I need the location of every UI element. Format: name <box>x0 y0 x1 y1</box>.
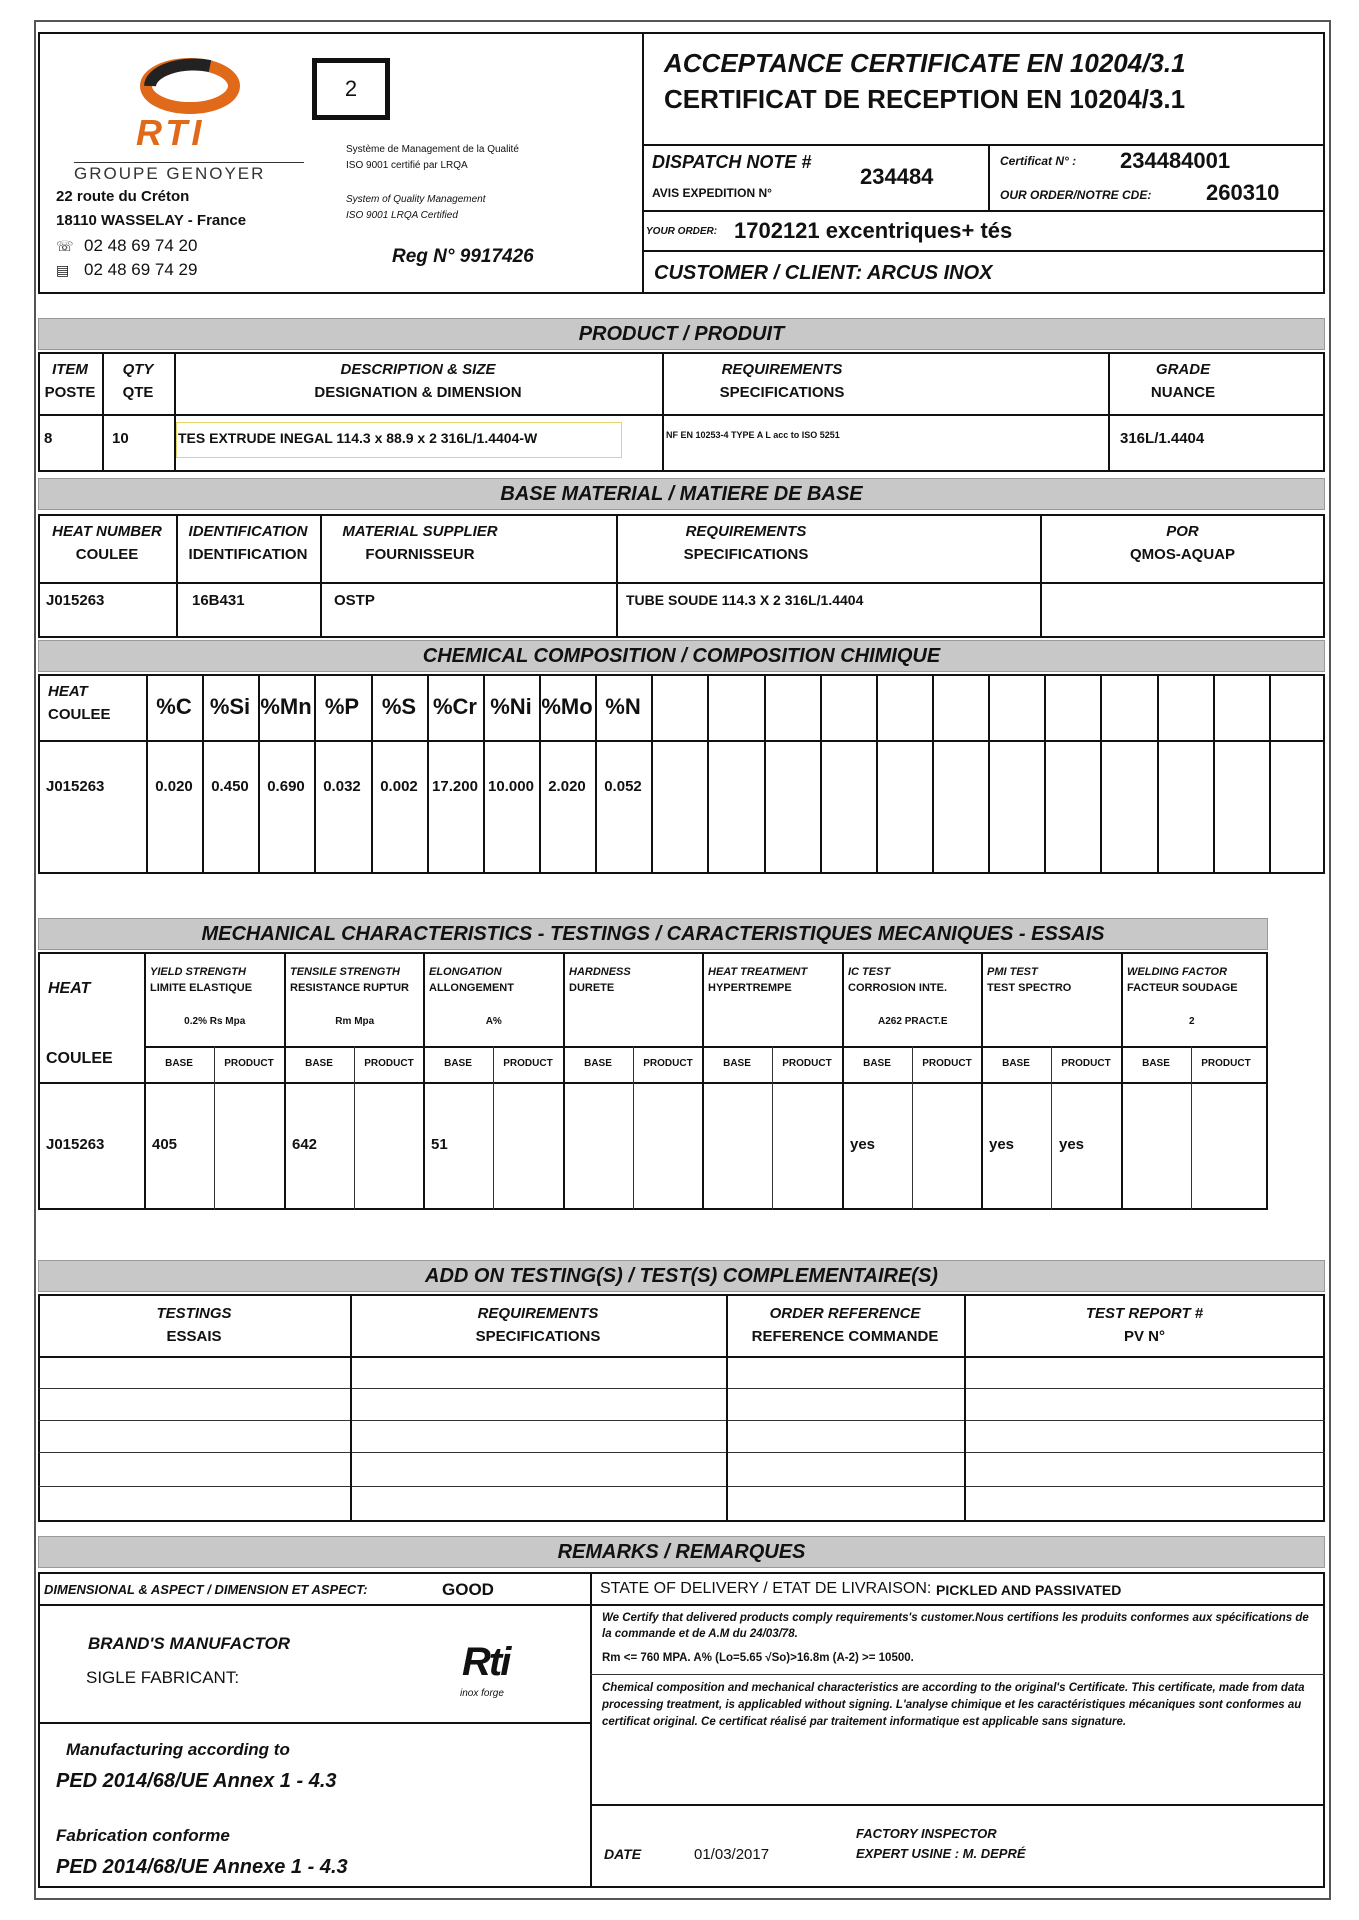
brand-logo: Rti <box>462 1640 510 1684</box>
chemical-header-element: %P <box>324 694 360 719</box>
mechanical-base-label: BASE <box>165 1058 193 1069</box>
mechanical-product-label: PRODUCT <box>643 1058 693 1069</box>
group-name: GROUPE GENOYER <box>74 164 266 183</box>
title-en: ACCEPTANCE CERTIFICATE EN 10204/3.1 <box>664 48 1186 78</box>
product-header-requirements: REQUIREMENTS SPECIFICATIONS <box>719 361 845 401</box>
chemical-value: 10.000 <box>488 778 534 795</box>
base-requirements: TUBE SOUDE 114.3 X 2 316L/1.4404 <box>626 592 864 608</box>
mechanical-group-header <box>848 964 978 1030</box>
chemical-header-element: %Ni <box>490 694 532 719</box>
phone-number: 02 48 69 74 20 <box>84 236 198 255</box>
base-supplier: OSTP <box>334 592 375 609</box>
add-on-header-testings: TESTINGS ESSAIS <box>156 1305 232 1345</box>
mechanical-group-header <box>150 964 280 1030</box>
address-line-2: 18110 WASSELAY - France <box>56 212 247 229</box>
address-line-1: 22 route du Créton <box>56 188 190 205</box>
chemical-header-element: %Cr <box>432 694 477 719</box>
rti-logo-icon <box>140 58 240 114</box>
mechanical-group-header <box>569 964 699 1014</box>
product-grade: 316L/1.4404 <box>1120 430 1205 447</box>
mechanical-group-header-line: YIELD STRENGTH <box>150 966 246 978</box>
dispatch-value: 234484 <box>860 164 934 189</box>
mechanical-group-header-line: TEST SPECTRO <box>987 982 1072 994</box>
mechanical-group-header-line: HYPERTREMPE <box>708 982 792 994</box>
mechanical-base-label: BASE <box>1002 1058 1030 1069</box>
mechanical-group-header-line: FACTEUR SOUDAGE <box>1127 982 1238 994</box>
fax-number: 02 48 69 74 29 <box>84 260 198 279</box>
phone-icon: ☏ <box>56 238 74 254</box>
certify-text: We Certify that delivered products comply requirements's customer.Nous certifions les produits conformes aux spécifications de la commande et de A.M du 24/03/78. <box>602 1612 1309 1640</box>
mechanical-title: MECHANICAL CHARACTERISTICS - TESTINGS / CARACTERISTIQUES MECANIQUES - ESSAIS <box>38 918 1268 950</box>
mechanical-group-header-line: 2 <box>1188 1016 1195 1027</box>
mechanical-heat-label: HEAT <box>48 980 91 997</box>
mechanical-base-label: BASE <box>723 1058 751 1069</box>
chemical-header-element: %S <box>381 694 417 719</box>
certificate-label: Certificat N° : <box>1000 154 1077 168</box>
brand-logo-sub: inox forge <box>460 1688 504 1699</box>
product-item: 8 <box>44 430 53 447</box>
add-on-header-requirements: REQUIREMENTS SPECIFICATIONS <box>475 1305 601 1345</box>
base-header-heat: HEAT NUMBER COULEE <box>52 523 162 563</box>
fax-icon: ▤ <box>56 262 70 278</box>
chemical-header-element: %C <box>156 694 192 719</box>
base-header-requirements: REQUIREMENTS SPECIFICATIONS <box>683 523 809 563</box>
mechanical-group-header-line: TENSILE STRENGTH <box>290 966 401 978</box>
mechanical-product-label: PRODUCT <box>503 1058 553 1069</box>
base-heat: J015263 <box>46 592 105 609</box>
inspector-label-2: EXPERT USINE : M. DEPRÉ <box>856 1846 1026 1861</box>
mechanical-group-header-line: CORROSION INTE. <box>848 982 948 994</box>
product-description: TES EXTRUDE INEGAL 114.3 x 88.9 x 2 316L/1.4404-W <box>178 430 538 446</box>
mechanical-group-header <box>708 964 838 1014</box>
mechanical-group-header-line: Rm Mpa <box>335 1016 375 1027</box>
add-on-header-test-report: TEST REPORT # PV N° <box>1085 1305 1204 1345</box>
our-order-label: OUR ORDER/NOTRE CDE: <box>1000 188 1152 202</box>
mechanical-value: yes <box>989 1136 1015 1153</box>
mechanical-base-label: BASE <box>305 1058 333 1069</box>
ped-en-1: Manufacturing according to <box>66 1740 290 1759</box>
mechanical-group-header-line: IC TEST <box>848 966 891 978</box>
chemical-value: 2.020 <box>548 778 586 795</box>
mechanical-product-label: PRODUCT <box>922 1058 972 1069</box>
product-requirements: NF EN 10253-4 TYPE A L acc to ISO 5251 <box>666 430 840 440</box>
chemical-heat: J015263 <box>46 778 105 795</box>
dispatch-label-1: DISPATCH NOTE # <box>652 152 812 172</box>
chemical-header-element: %Mo <box>541 694 593 719</box>
date-value: 01/03/2017 <box>694 1846 770 1863</box>
mechanical-group-header-line: ELONGATION <box>429 966 502 978</box>
dimensional-label: DIMENSIONAL & ASPECT / DIMENSION ET ASPECT: <box>44 1582 368 1597</box>
mechanical-value: 405 <box>152 1136 178 1153</box>
mechanical-base-label: BASE <box>444 1058 472 1069</box>
state-value: PICKLED AND PASSIVATED <box>936 1582 1122 1598</box>
chemical-value: 0.450 <box>211 778 249 795</box>
dispatch-label-2: AVIS EXPEDITION N° <box>652 186 772 200</box>
mechanical-value: yes <box>1059 1136 1085 1153</box>
base-header-supplier: MATERIAL SUPPLIER FOURNISSEUR <box>342 523 498 563</box>
date-label: DATE <box>604 1846 642 1862</box>
mechanical-base-label: BASE <box>584 1058 612 1069</box>
reg-number: Reg N° 9917426 <box>392 246 534 267</box>
mechanical-group-header <box>987 964 1117 1014</box>
mechanical-group-header-line: HARDNESS <box>569 966 631 978</box>
mechanical-group-header <box>429 964 559 1030</box>
ped-fr-2: PED 2014/68/UE Annexe 1 - 4.3 <box>56 1856 348 1878</box>
your-order-value: 1702121 excentriques+ tés <box>734 218 1013 243</box>
product-header-qty: QTY QTE <box>122 361 154 401</box>
doc-number-box: 2 <box>312 58 390 120</box>
mechanical-group-header-line: PMI TEST <box>987 966 1038 978</box>
mechanical-group-header-line: ALLONGEMENT <box>429 982 514 994</box>
product-header-grade: GRADE NUANCE <box>1150 361 1216 401</box>
mechanical-group-header-line: A% <box>485 1016 502 1027</box>
mechanical-group-header <box>290 964 420 1030</box>
mechanical-product-label: PRODUCT <box>1201 1058 1251 1069</box>
chemical-header-element: %N <box>605 694 641 719</box>
chemical-statement: Chemical composition and mechanical characteristics are according to the original's Certificate. This certificate, made from data processing treatment, is applicabled without signing. L'analyse chimique et les caractéristiques mécaniques sont conformes au certificat original. Ce certificat réalisé par traitement informatique est applicable sans signature. <box>602 1682 1305 1728</box>
ped-fr-1: Fabrication conforme <box>56 1826 230 1845</box>
mechanical-base-label: BASE <box>1142 1058 1170 1069</box>
dimensional-value: GOOD <box>442 1580 494 1599</box>
mechanical-group-header-line: DURETE <box>569 982 615 994</box>
product-title: PRODUCT / PRODUIT <box>38 318 1325 350</box>
chemical-header-element: %Si <box>209 694 251 719</box>
chemical-value: 0.020 <box>155 778 193 795</box>
remarks-title: REMARKS / REMARQUES <box>38 1536 1325 1568</box>
quality-en-2: ISO 9001 LRQA Certified <box>346 210 458 221</box>
mechanical-group-header-line: 0.2% Rs Mpa <box>184 1016 246 1027</box>
your-order-label: YOUR ORDER: <box>646 226 718 237</box>
chemical-value: 0.002 <box>380 778 418 795</box>
mechanical-product-label: PRODUCT <box>364 1058 414 1069</box>
brand-label-1: BRAND'S MANUFACTOR <box>88 1634 291 1653</box>
chemical-value: 0.032 <box>323 778 361 795</box>
base-header-por: POR QMOS-AQUAP <box>1130 523 1235 563</box>
chemical-value: 0.052 <box>604 778 642 795</box>
base-header-identification: IDENTIFICATION IDENTIFICATION <box>188 523 308 563</box>
customer: CUSTOMER / CLIENT: ARCUS INOX <box>654 262 993 284</box>
mechanical-group-header-line: LIMITE ELASTIQUE <box>150 982 253 994</box>
inspector-label-1: FACTORY INSPECTOR <box>856 1826 997 1841</box>
chemical-value: 0.690 <box>267 778 305 795</box>
add-on-title: ADD ON TESTING(S) / TEST(S) COMPLEMENTAIRE(S) <box>38 1260 1325 1292</box>
mechanical-heat: J015263 <box>46 1136 105 1153</box>
mechanical-group-header-line: HEAT TREATMENT <box>708 966 808 978</box>
quality-fr-2: ISO 9001 certifié par LRQA <box>346 160 468 171</box>
logo-text: RTI <box>136 112 206 153</box>
quality-en-1: System of Quality Management <box>346 194 486 205</box>
mechanical-group-header-line: WELDING FACTOR <box>1127 966 1228 978</box>
formula-text: Rm <= 760 MPA. A% (Lo=5.65 √So)>16.8m (A-2) >= 10500. <box>602 1652 914 1664</box>
ped-en-2: PED 2014/68/UE Annex 1 - 4.3 <box>56 1770 337 1792</box>
mechanical-product-label: PRODUCT <box>224 1058 274 1069</box>
mechanical-value: yes <box>850 1136 876 1153</box>
mechanical-coulee-label: COULEE <box>46 1050 113 1067</box>
mechanical-value: 642 <box>292 1136 318 1153</box>
our-order-value: 260310 <box>1206 180 1280 205</box>
mechanical-group-header <box>1127 964 1257 1030</box>
mechanical-group-header-line: RESISTANCE RUPTUR <box>290 982 409 994</box>
add-on-header-order-ref: ORDER REFERENCE REFERENCE COMMANDE <box>751 1305 939 1345</box>
product-header-item: ITEM POSTE <box>44 361 96 401</box>
mechanical-product-label: PRODUCT <box>782 1058 832 1069</box>
chemical-title: CHEMICAL COMPOSITION / COMPOSITION CHIMIQUE <box>38 640 1325 672</box>
brand-label-2: SIGLE FABRICANT: <box>86 1668 240 1687</box>
product-header-description: DESCRIPTION & SIZE DESIGNATION & DIMENSION <box>314 361 522 401</box>
chemical-header-element: %Mn <box>260 694 312 719</box>
chemical-header-heat: HEAT COULEE <box>48 683 111 723</box>
base-identification: 16B431 <box>192 592 245 609</box>
mechanical-group-header-line: A262 PRACT.E <box>878 1016 948 1027</box>
quality-fr-1: Système de Management de la Qualité <box>346 144 519 155</box>
certificate-value: 234484001 <box>1120 148 1231 173</box>
mechanical-base-label: BASE <box>863 1058 891 1069</box>
base-material-title: BASE MATERIAL / MATIERE DE BASE <box>38 478 1325 510</box>
chemical-value: 17.200 <box>432 778 478 795</box>
title-fr: CERTIFICAT DE RECEPTION EN 10204/3.1 <box>664 84 1186 114</box>
mechanical-product-label: PRODUCT <box>1061 1058 1111 1069</box>
product-qty: 10 <box>112 430 129 447</box>
state-label: STATE OF DELIVERY / ETAT DE LIVRAISON: <box>600 1580 932 1597</box>
mechanical-value: 51 <box>431 1136 448 1153</box>
